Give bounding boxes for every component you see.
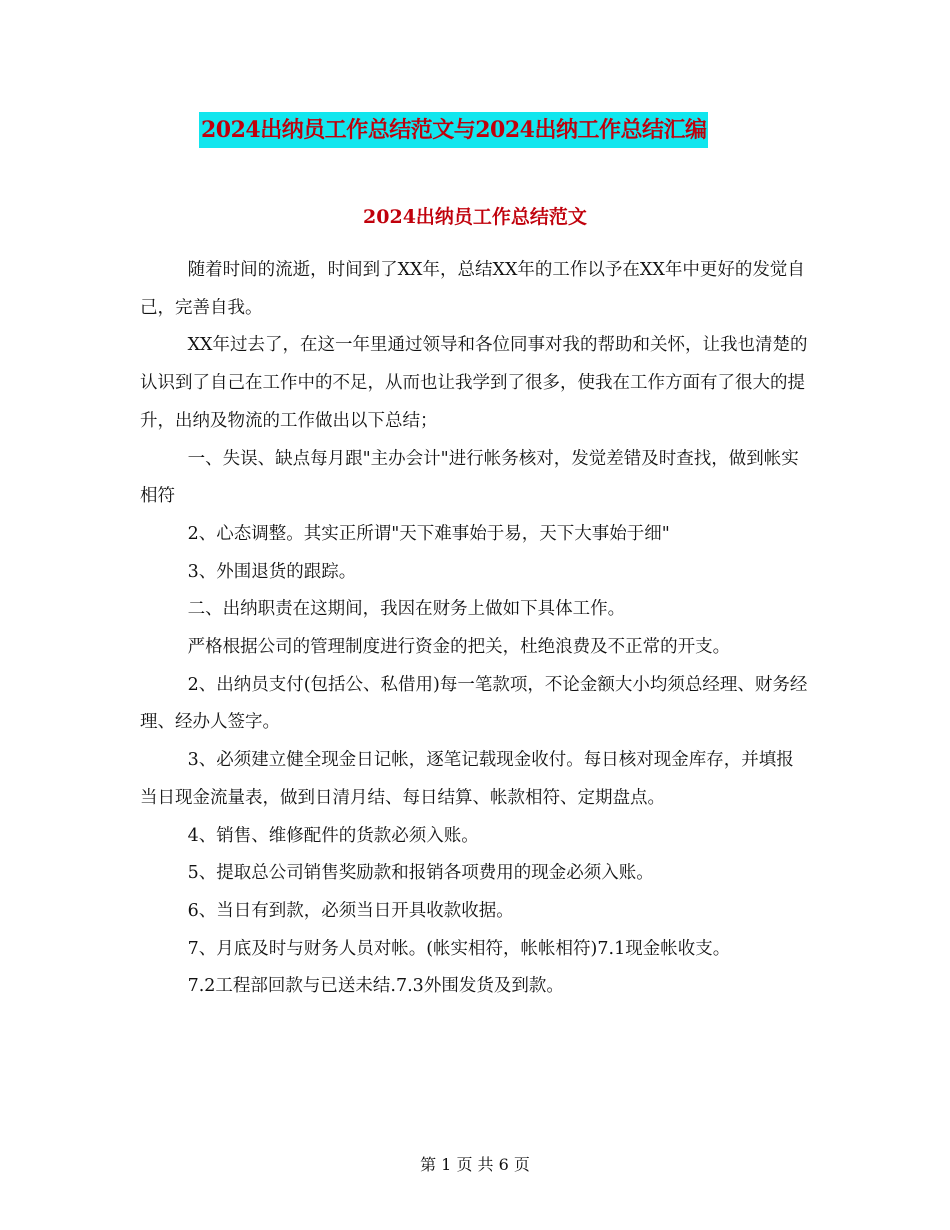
paragraph: 严格根据公司的管理制度进行资金的把关，杜绝浪费及不正常的开支。 (187, 637, 731, 658)
paragraph: 随着时间的流逝，时间到了XX年，总结XX年的工作以予在XX年中更好的发觉自己，完善自我。 (140, 260, 805, 318)
paragraph: 7、月底及时与财务人员对帐。(帐实相符，帐帐相符)7.1现金帐收支。 (187, 938, 731, 959)
paragraph: 4、销售、维修配件的货款必须入账。 (187, 825, 479, 846)
paragraph: 2、心态调整。其实正所谓"天下难事始于易，天下大事始于细" (187, 523, 670, 544)
paragraph: 二、出纳职责在这期间，我因在财务上做如下具体工作。 (187, 599, 626, 620)
paragraph: XX年过去了，在这一年里通过领导和各位同事对我的帮助和关怀，让我也清楚的认识到了自己在工作中的不足，从而也让我学到了很多，使我在工作方面有了很大的提升，出纳及物流的工作做出以下总结； (140, 335, 808, 431)
paragraph: 5、提取总公司销售奖励款和报销各项费用的现金必须入账。 (187, 863, 654, 884)
paragraph: 一、失误、缺点每月跟"主办会计"进行帐务核对，发觉差错及时查找，做到帐实相符 (140, 448, 799, 507)
page-footer: 第 1 页 共 6 页 (420, 1155, 530, 1174)
document-main-title: 2024出纳员工作总结范文与2024出纳工作总结汇编 (199, 112, 708, 148)
paragraph: 6、当日有到款，必须当日开具收款收据。 (187, 900, 514, 921)
paragraph: 2、出纳员支付(包括公、私借用)每一笔款项，不论金额大小均须总经理、财务经理、经办人签字。 (140, 674, 808, 733)
paragraph: 3、必须建立健全现金日记帐，逐笔记载现金收付。每日核对现金库存，并填报当日现金流量表，做到日清月结、每日结算、帐款相符、定期盘点。 (140, 750, 794, 808)
paragraph: 7.2工程部回款与已送未结.7.3外围发货及到款。 (187, 976, 564, 997)
paragraph: 3、外围退货的跟踪。 (187, 561, 357, 582)
document-body (140, 252, 810, 1006)
section-title: 2024出纳员工作总结范文 (363, 206, 587, 228)
